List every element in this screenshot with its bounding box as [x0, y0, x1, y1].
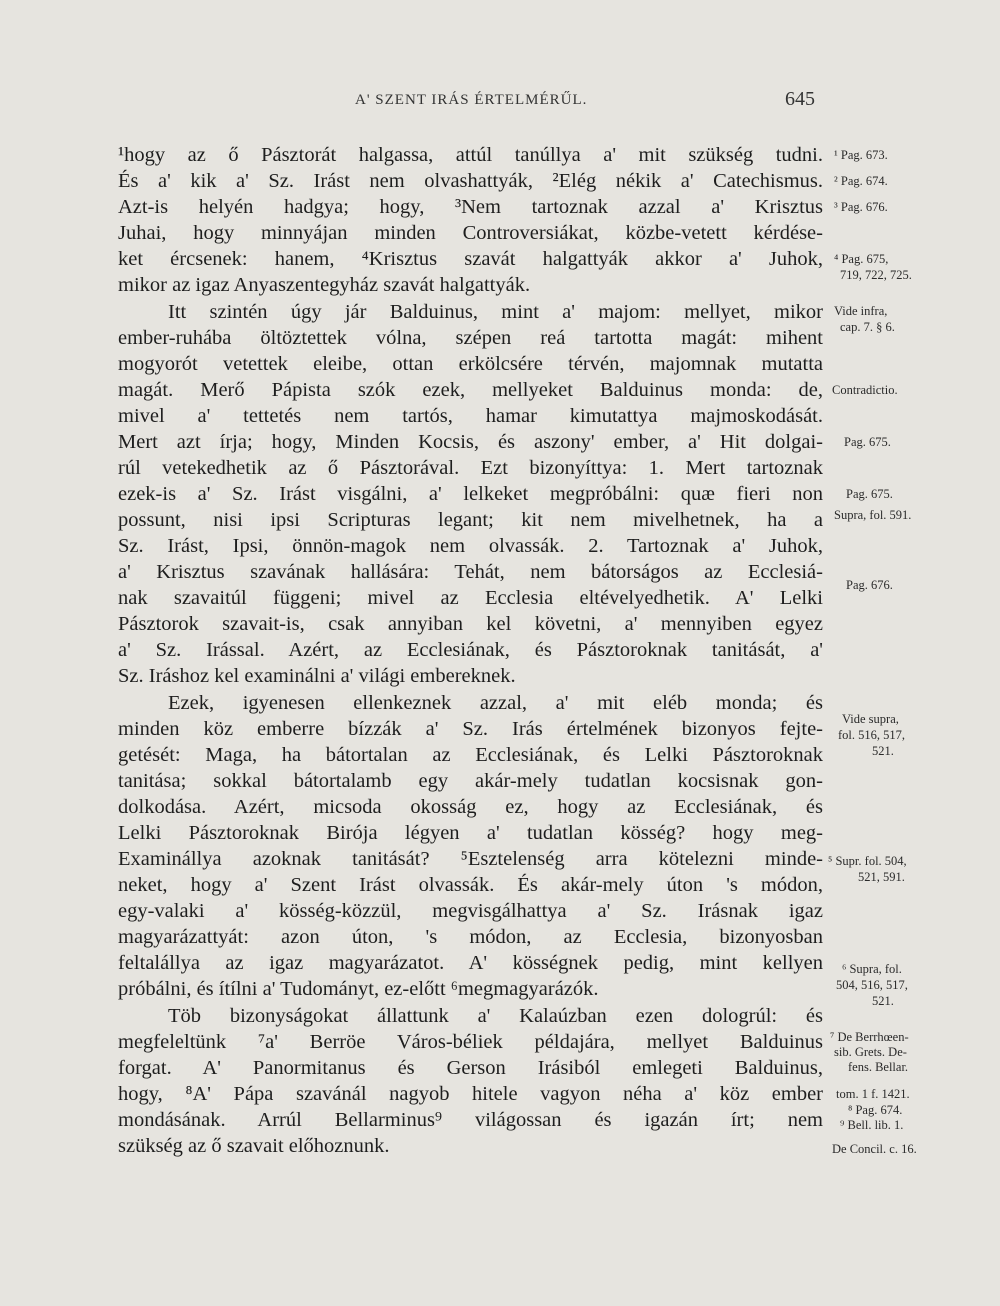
text-line: Itt szintén úgy jár Balduinus, mint a' majom: mellyet, mikor	[168, 301, 823, 323]
margin-note: 504, 516, 517,	[836, 978, 908, 992]
margin-note: Pag. 676.	[846, 578, 893, 592]
text-line: mogyorót vetettek eleibe, ottan erkölcsére térvén, majomnak mutatta	[118, 353, 823, 375]
text-line: feltalállya az igaz magyarázatot. A' kösségnek pedig, mint kellyen	[118, 952, 823, 974]
text-line: nak szavaitúl függeni; mivel az Ecclesia eltévelyedhetik. A' Lelki	[118, 587, 823, 609]
margin-note: ⁴ Pag. 675,	[834, 252, 889, 266]
text-line: forgat. A' Panormitanus és Gerson Irásiból emlegeti Balduinus,	[118, 1057, 823, 1079]
text-line: mikor az igaz Anyaszentegyház szavát halgattyák.	[118, 274, 531, 296]
margin-note: fens. Bellar.	[848, 1060, 909, 1074]
text-line: Pásztorok szavait-is, csak annyiban kel követni, a' mennyiben egyez	[118, 613, 823, 635]
margin-note: 521.	[872, 994, 894, 1008]
text-line: a' Krisztus szavának hallására: Tehát, nem bátorságos az Ecclesiá-	[118, 561, 823, 583]
margin-note: 521.	[872, 744, 894, 758]
margin-note: Pag. 675.	[844, 435, 891, 449]
margin-note: Pag. 675.	[846, 487, 893, 501]
margin-note: Vide infra,	[834, 304, 888, 318]
margin-note: Contradictio.	[832, 383, 898, 397]
text-line: Azt-is helyén hadgya; hogy, ³Nem tartoznak azzal a' Krisztus	[118, 196, 823, 218]
text-line: ezek-is a' Sz. Irást visgálni, a' lelkeket megpróbálni: quæ fieri non	[118, 483, 823, 505]
text-line: hogy, ⁸A' Pápa szavánál nagyob hitele vagyon néha a' köz ember	[118, 1083, 823, 1105]
text-line: mondásának. Arrúl Bellarminus⁹ világossan és igazán írt; nem	[118, 1109, 823, 1131]
text-line: És a' kik a' Sz. Irást nem olvashattyák, ²Elég nékik a' Catechismus.	[118, 170, 823, 192]
text-line: megfeleltünk ⁷a' Berröe Város-béliek példajára, mellyet Balduinus	[118, 1031, 823, 1053]
margin-note: ³ Pag. 676.	[834, 200, 888, 214]
margin-note: 521, 591.	[858, 870, 905, 884]
running-header: A' SZENT IRÁS ÉRTELMÉRŰL.	[355, 92, 588, 108]
margin-note: ⁵ Supr. fol. 504,	[828, 854, 907, 868]
text-line: Ezek, igyenesen ellenkeznek azzal, a' mit eléb monda; és	[168, 692, 823, 714]
margin-note: 719, 722, 725.	[840, 268, 912, 282]
margin-note: ² Pag. 674.	[834, 174, 888, 188]
text-line: ¹hogy az ő Pásztorát halgassa, attúl tanúllya a' mit szükség tudni.	[118, 144, 823, 166]
text-line: a' Sz. Irással. Azért, az Ecclesiának, és Pásztoroknak tanitását, a'	[118, 639, 823, 661]
text-line: getését: Maga, ha bátortalan az Ecclesiának, és Lelki Pásztoroknak	[118, 744, 823, 766]
text-line: Töb bizonyságokat állattunk a' Kalaúzban ezen dologrúl: és	[168, 1005, 823, 1027]
text-line: possunt, nisi ipsi Scripturas legant; kit nem mivelhetnek, ha a	[118, 509, 823, 531]
text-line: mivel a' tettetés nem tartós, hamar kimutattya majmoskodását.	[118, 405, 823, 427]
text-line: rúl vetekedhetik az ő Pásztorával. Ezt bizonyíttya: 1. Mert tartoznak	[118, 457, 823, 479]
text-line: ket ércsenek: hanem, ⁴Krisztus szavát halgattyák akkor a' Juhok,	[118, 248, 823, 270]
text-line: ember-ruhába öltöztettek vólna, szépen reá tartotta magát: mihent	[118, 327, 823, 349]
margin-note: sib. Grets. De-	[834, 1045, 907, 1059]
text-line: Juhai, hogy minnyájan minden Controversiákat, közbe-vetett kérdése-	[118, 222, 823, 244]
text-line: neket, hogy a' Szent Irást olvassák. És akár-mely úton 's módon,	[118, 874, 823, 896]
text-line: minden köz emberre bízzák a' Sz. Irás értelmének bizonyos fejte-	[118, 718, 823, 740]
margin-note: De Concil. c. 16.	[832, 1142, 917, 1156]
margin-note: Vide supra,	[842, 712, 899, 726]
margin-note: fol. 516, 517,	[838, 728, 906, 742]
text-line: Sz. Irást, Ipsi, önnön-magok nem olvassák. 2. Tartoznak a' Juhok,	[118, 535, 823, 557]
text-line: próbálni, és ítílni a' Tudományt, ez-előtt ⁶megmagyarázók.	[118, 978, 599, 1000]
margin-note: ⁸ Pag. 674.	[848, 1103, 903, 1117]
margin-note: ⁶ Supra, fol.	[842, 962, 902, 976]
margin-note: ⁹ Bell. lib. 1.	[840, 1118, 904, 1132]
text-line: szükség az ő szavait előhoznunk.	[118, 1135, 390, 1157]
text-line: tanitása; sokkal bátortalamb egy akár-mely tudatlan kocsisnak gon-	[118, 770, 823, 792]
text-line: magát. Merő Pápista szók ezek, mellyeket Balduinus monda: de,	[118, 379, 823, 401]
margin-note: ⁷ De Berrhœen-	[830, 1030, 909, 1044]
text-line: Examinállya azoknak tanitását? ⁵Esztelenség arra kötelezni minde-	[118, 848, 823, 870]
text-line: Mert azt írja; hogy, Minden Kocsis, és aszony' ember, a' Hit dolgai-	[118, 431, 823, 453]
margin-note: tom. 1 f. 1421.	[836, 1087, 910, 1101]
margin-note: ¹ Pag. 673.	[834, 148, 888, 162]
text-line: egy-valaki a' kösség-közzül, megvisgálhattya a' Sz. Irásnak igaz	[118, 900, 823, 922]
text-line: Lelki Pásztoroknak Birója légyen a' tudatlan kösség? hogy meg-	[118, 822, 823, 844]
text-line: Sz. Iráshoz kel examinálni a' világi embereknek.	[118, 665, 516, 687]
margin-note: Supra, fol. 591.	[834, 508, 912, 522]
page-number: 645	[785, 88, 815, 110]
text-line: dolkodása. Azért, micsoda okosság ez, hogy az Ecclesiának, és	[118, 796, 823, 818]
text-line: magyarázattyát: azon úton, 's módon, az Ecclesia, bizonyosban	[118, 926, 823, 948]
margin-note: cap. 7. § 6.	[840, 320, 895, 334]
